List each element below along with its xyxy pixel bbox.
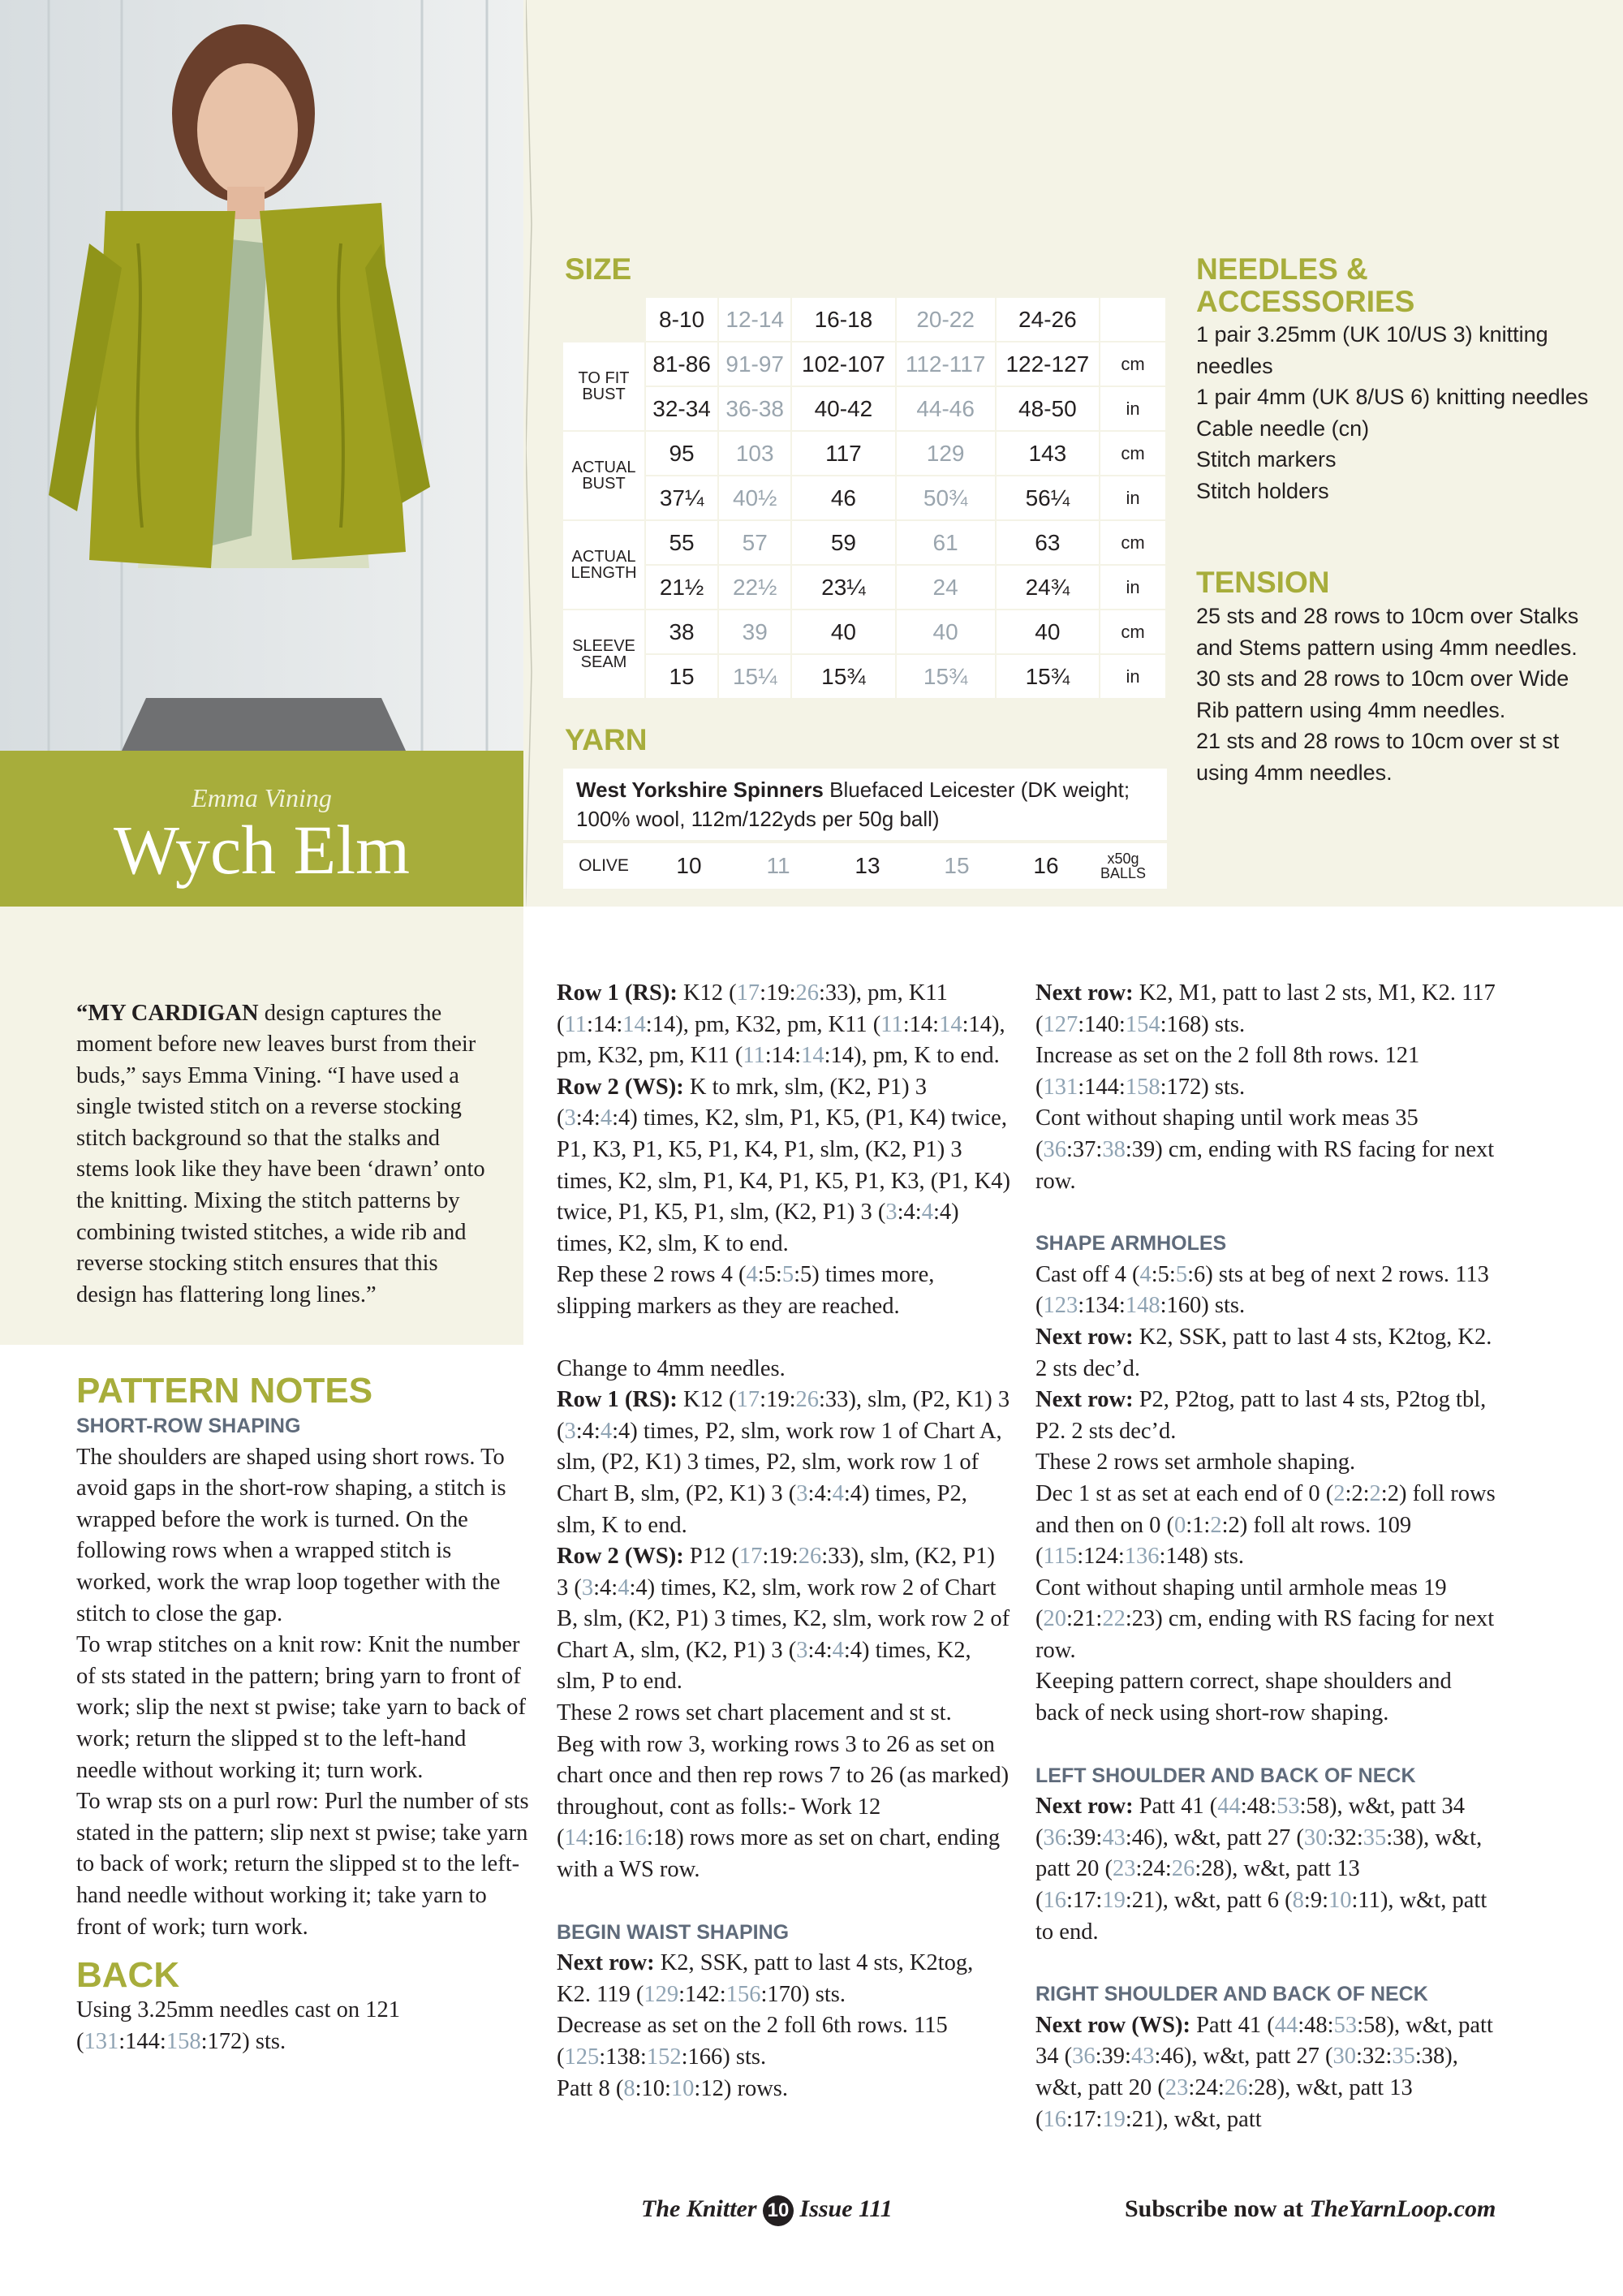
instruction-row: Next row (WS): Patt 41 (44:48:53:58), w&t, patt 34 (36:39:43:46), w&t, patt 27 (30:32:35:38), w&t, patt 20 (23:24:26:28), w&t, patt 13 (16:17:19:21), w&t, patt [1035,2012,1493,2132]
size-cell: 59 [791,520,895,565]
needle-item: 1 pair 4mm (UK 8/US 6) knitting needles [1196,385,1589,410]
back-cast-on: Using 3.25mm needles cast on 121 (131:144:158:172) sts. [76,1997,400,2054]
instruction-row: Increase as set on the 2 foll 8th rows. 121 (131:144:158:172) sts. [1035,1043,1420,1100]
yarn-quantity-row [563,843,1167,889]
instruction-row: Next row: K2, M1, patt to last 2 sts, M1, K2. 117 (127:140:154:168) sts. [1035,980,1496,1037]
yarn-quantity: 11 [766,853,790,878]
notes-paragraph: To wrap stitches on a knit row: Knit the number of sts stated in the pattern; bring yarn to front of work; slip the next st pwise; take yarn to back of work; return the slipped st to the left-hand needle without working it; turn work. [76,1632,527,1783]
row-label: ACTUAL LENGTH [563,520,645,610]
instruction-row: Beg with row 3, working rows 3 to 26 as set on chart once and then rep rows 7 to 26 (as marked) throughout, cont as folls:- Work 12 (14:16:16:18) rows more as set on chart, ending with a WS row. [557,1731,1010,1883]
subscribe-link[interactable]: TheYarnLoop.com [1309,2195,1496,2222]
size-cell: 23¼ [791,565,895,610]
size-cell: 40½ [718,476,791,520]
intro-body: design captures the moment before new leaves burst from their buds,” says Emma Vining. “I have used a single twisted stitch on a reverse stocking stitch background so that the stalks and stems look like they have been ‘drawn’ onto the knitting. Mixing the stitch patterns by combining twisted stitches, a wide rib and reverse stocking stitch ensures that this design has flattering long lines.” [76,1000,485,1307]
unit-label: in [1100,565,1166,610]
yarn-quantity: 13 [855,853,880,878]
row-label: SLEEVE SEAM [563,610,645,699]
yarn-heading: YARN [565,723,648,756]
needle-item: 1 pair 3.25mm (UK 10/US 3) knitting needles [1196,322,1548,378]
size-cell: 117 [791,431,895,476]
zigzag-divider [526,0,537,907]
size-cell: 40 [791,610,895,654]
subscribe-prefix: Subscribe now at [1125,2195,1310,2222]
row-label: TO FIT BUST [563,342,645,431]
size-cell: 15 [645,654,718,699]
size-cell: 38 [645,610,718,654]
instruction-row: Keeping pattern correct, shape shoulders and back of neck using short-row shaping. [1035,1669,1452,1726]
yarn-quantity: 10 [676,853,702,878]
instruction-row: These 2 rows set armhole shaping. [1035,1450,1356,1475]
instruction-row: Change to 4mm needles. [557,1355,786,1381]
pattern-notes-heading: PATTERN NOTES [76,1371,373,1411]
size-cell: 122-127 [996,342,1100,386]
tension-item: 21 sts and 28 rows to 10cm over st st using 4mm needles. [1196,729,1560,785]
size-cell: 102-107 [791,342,895,386]
instruction-row: Patt 8 (8:10:10:12) rows. [557,2075,788,2101]
size-heading: SIZE [565,252,632,286]
size-cell: 95 [645,431,718,476]
size-cell: 39 [718,610,791,654]
size-cell: 40 [896,610,996,654]
intro-lead: “MY CARDIGAN [76,1000,259,1026]
title-block [0,751,523,907]
size-cell: 32-34 [645,386,718,431]
tension-list [1196,601,1602,789]
instruction-row: Row 1 (RS): K12 (17:19:26:33), slm, (P2, K1) 3 (3:4:4:4) times, P2, slm, work row 1 of Chart A, slm, (P2, K1) 3 times, P2, slm, work row 1 of Chart B, slm, (P2, K1) 3 (3:4:4:4) times, P2, slm, K to end. [557,1387,1010,1538]
size-cell: 55 [645,520,718,565]
instruction-row: Rep these 2 rows 4 (4:5:5:5) times more, slipping markers as they are reached. [557,1262,935,1319]
unit-label: cm [1100,520,1166,565]
size-cell: 50¾ [896,476,996,520]
designer-name: Emma Vining [192,783,332,812]
instruction-row: Next row: Patt 41 (44:48:53:58), w&t, patt 34 (36:39:43:46), w&t, patt 27 (30:32:35:38), w&t, patt 20 (23:24:26:28), w&t, patt 13 (16:17:19:21), w&t, patt 6 (8:9:10:11), w&t, patt to end. [1035,1794,1487,1945]
unit-label: in [1100,386,1166,431]
size-cell: 81-86 [645,342,718,386]
size-cell: 15¾ [896,654,996,699]
size-cell: 40-42 [791,386,895,431]
instruction-row: Row 1 (RS): K12 (17:19:26:33), pm, K11 (11:14:14:14), pm, K32, pm, K11 (11:14:14:14), pm, K32, pm, K11 (11:14:14:14), pm, K to end. [557,980,1005,1069]
yarn-unit: x50g BALLS [1100,851,1147,881]
size-cell: 103 [718,431,791,476]
instruction-row: Cont without shaping until work meas 35 (36:37:38:39) cm, ending with RS facing for next row. [1035,1105,1495,1194]
issue-number: Issue 111 [799,2195,893,2222]
size-cell: 37¼ [645,476,718,520]
right-shoulder-subheading: RIGHT SHOULDER AND BACK OF NECK [1035,1983,1428,2006]
magazine-name: The Knitter [641,2195,757,2222]
needle-item: Stitch markers [1196,447,1337,472]
size-cell: 40 [996,610,1100,654]
unit-label: in [1100,654,1166,699]
footer-subscribe [1125,2195,1496,2223]
needles-list [1196,319,1602,507]
notes-paragraph: To wrap sts on a purl row: Purl the number of sts stated in the pattern; slip next st pwise; take yarn to back of work; return the slipped st to the left-hand needle without working it; take yarn to front of work; turn work. [76,1789,529,1940]
model-photo [0,0,523,751]
pattern-title: Wych Elm [114,811,410,889]
instruction-row: Next row: P2, P2tog, patt to last 4 sts, P2tog tbl, P2. 2 sts dec’d. [1035,1387,1487,1444]
yarn-quantity: 15 [944,853,970,878]
yarn-quantity: 16 [1033,853,1059,878]
needles-heading: NEEDLES & ACCESSORIES [1196,252,1415,318]
needle-item: Stitch holders [1196,478,1329,503]
unit-label: cm [1100,342,1166,386]
size-cell: 44-46 [896,386,996,431]
size-cell: 21½ [645,565,718,610]
unit-label: cm [1100,431,1166,476]
yarn-colour: OLIVE [579,856,629,875]
size-cell: 15¾ [791,654,895,699]
shape-armholes-subheading: SHAPE ARMHOLES [1035,1232,1227,1256]
intro-box [0,907,523,1345]
size-cell: 15¾ [996,654,1100,699]
size-cell: 24-26 [996,298,1100,342]
left-shoulder-subheading: LEFT SHOULDER AND BACK OF NECK [1035,1764,1416,1787]
size-table [563,298,1167,700]
yarn-table [563,769,1167,889]
size-cell: 56¼ [996,476,1100,520]
instruction-row: Cast off 4 (4:5:5:6) sts at beg of next 2 rows. 113 (123:134:148:160) sts. [1035,1261,1489,1319]
instruction-row: Cont without shaping until armhole meas 19 (20:21:22:23) cm, ending with RS facing for next row. [1035,1574,1495,1663]
column-2 [557,978,1011,2104]
yarn-details: Bluefaced Leicester (DK weight; 100% wool, 112m/122yds per 50g ball) [576,778,1130,831]
size-cell: 143 [996,431,1100,476]
unit-label: cm [1100,610,1166,654]
intro-text [76,998,498,1312]
tension-heading: TENSION [1196,566,1330,599]
instruction-row: Decrease as set on the 2 foll 6th rows. 115 (125:138:152:166) sts. [557,2013,948,2070]
size-cell: 129 [896,431,996,476]
needle-item: Cable needle (cn) [1196,416,1370,441]
size-cell: 20-22 [896,298,996,342]
unit-label: in [1100,476,1166,520]
instruction-row: Row 2 (WS): K to mrk, slm, (K2, P1) 3 (3:4:4:4) times, K2, slm, P1, K5, (P1, K4) twice, P1, K3, P1, K5, P1, K4, P1, slm, (K2, P1) 3 times, K2, slm, P1, K4, P1, K5, P1, K3, (P1, K4) twice, P1, K5, P1, slm, (K2, P1) 3 (3:4:4:4) times, K2, slm, K to end. [557,1074,1010,1256]
instruction-row: Row 2 (WS): P12 (17:19:26:33), slm, (K2, P1) 3 (3:4:4:4) times, K2, slm, work row 2 of Chart B, slm, (K2, P1) 3 times, K2, slm, work row 2 of Chart A, slm, (K2, P1) 3 (3:4:4:4) times, K2, slm, P to end. [557,1544,1010,1695]
size-cell: 63 [996,520,1100,565]
instruction-row: These 2 rows set chart placement and st st. [557,1700,952,1726]
column-3 [1035,978,1498,2135]
size-cell: 91-97 [718,342,791,386]
size-cell: 22½ [718,565,791,610]
instruction-row: Next row: K2, SSK, patt to last 4 sts, K2tog, K2. 2 sts dec’d. [1035,1324,1492,1381]
instruction-row: Dec 1 st as set at each end of 0 (2:2:2:2) foll rows and then on 0 (0:1:2:2) foll alt rows. 109 (115:124:136:148) sts. [1035,1480,1496,1570]
column-1 [76,1372,531,2057]
tension-item: 25 sts and 28 rows to 10cm over Stalks and Stems pattern using 4mm needles. [1196,604,1579,660]
instruction-row: Next row: K2, SSK, patt to last 4 sts, K2tog, K2. 119 (129:142:156:170) sts. [557,1950,974,2007]
size-cell: 57 [718,520,791,565]
waist-shaping-subheading: BEGIN WAIST SHAPING [557,1920,790,1944]
size-cell: 24¾ [996,565,1100,610]
short-row-subheading: SHORT-ROW SHAPING [76,1415,301,1437]
back-heading: BACK [76,1955,180,1996]
yarn-brand: West Yorkshire Spinners [576,778,824,802]
footer-issue [641,2195,893,2226]
size-cell: 12-14 [718,298,791,342]
size-cell: 15¼ [718,654,791,699]
size-cell: 36-38 [718,386,791,431]
yarn-description [563,769,1167,843]
size-cell: 24 [896,565,996,610]
size-cell: 112-117 [896,342,996,386]
size-cell: 8-10 [645,298,718,342]
tension-item: 30 sts and 28 rows to 10cm over Wide Rib pattern using 4mm needles. [1196,666,1569,722]
notes-paragraph: The shoulders are shaped using short rows. To avoid gaps in the short-row shaping, a stitch is wrapped before the work is turned. On the following rows when a wrapped stitch is worked, work the wrap loop together with the stitch to close the gap. [76,1444,506,1626]
size-cell: 48-50 [996,386,1100,431]
row-label: ACTUAL BUST [563,431,645,520]
size-cell: 46 [791,476,895,520]
size-cell: 16-18 [791,298,895,342]
page-number: 10 [763,2195,794,2226]
size-cell: 61 [896,520,996,565]
